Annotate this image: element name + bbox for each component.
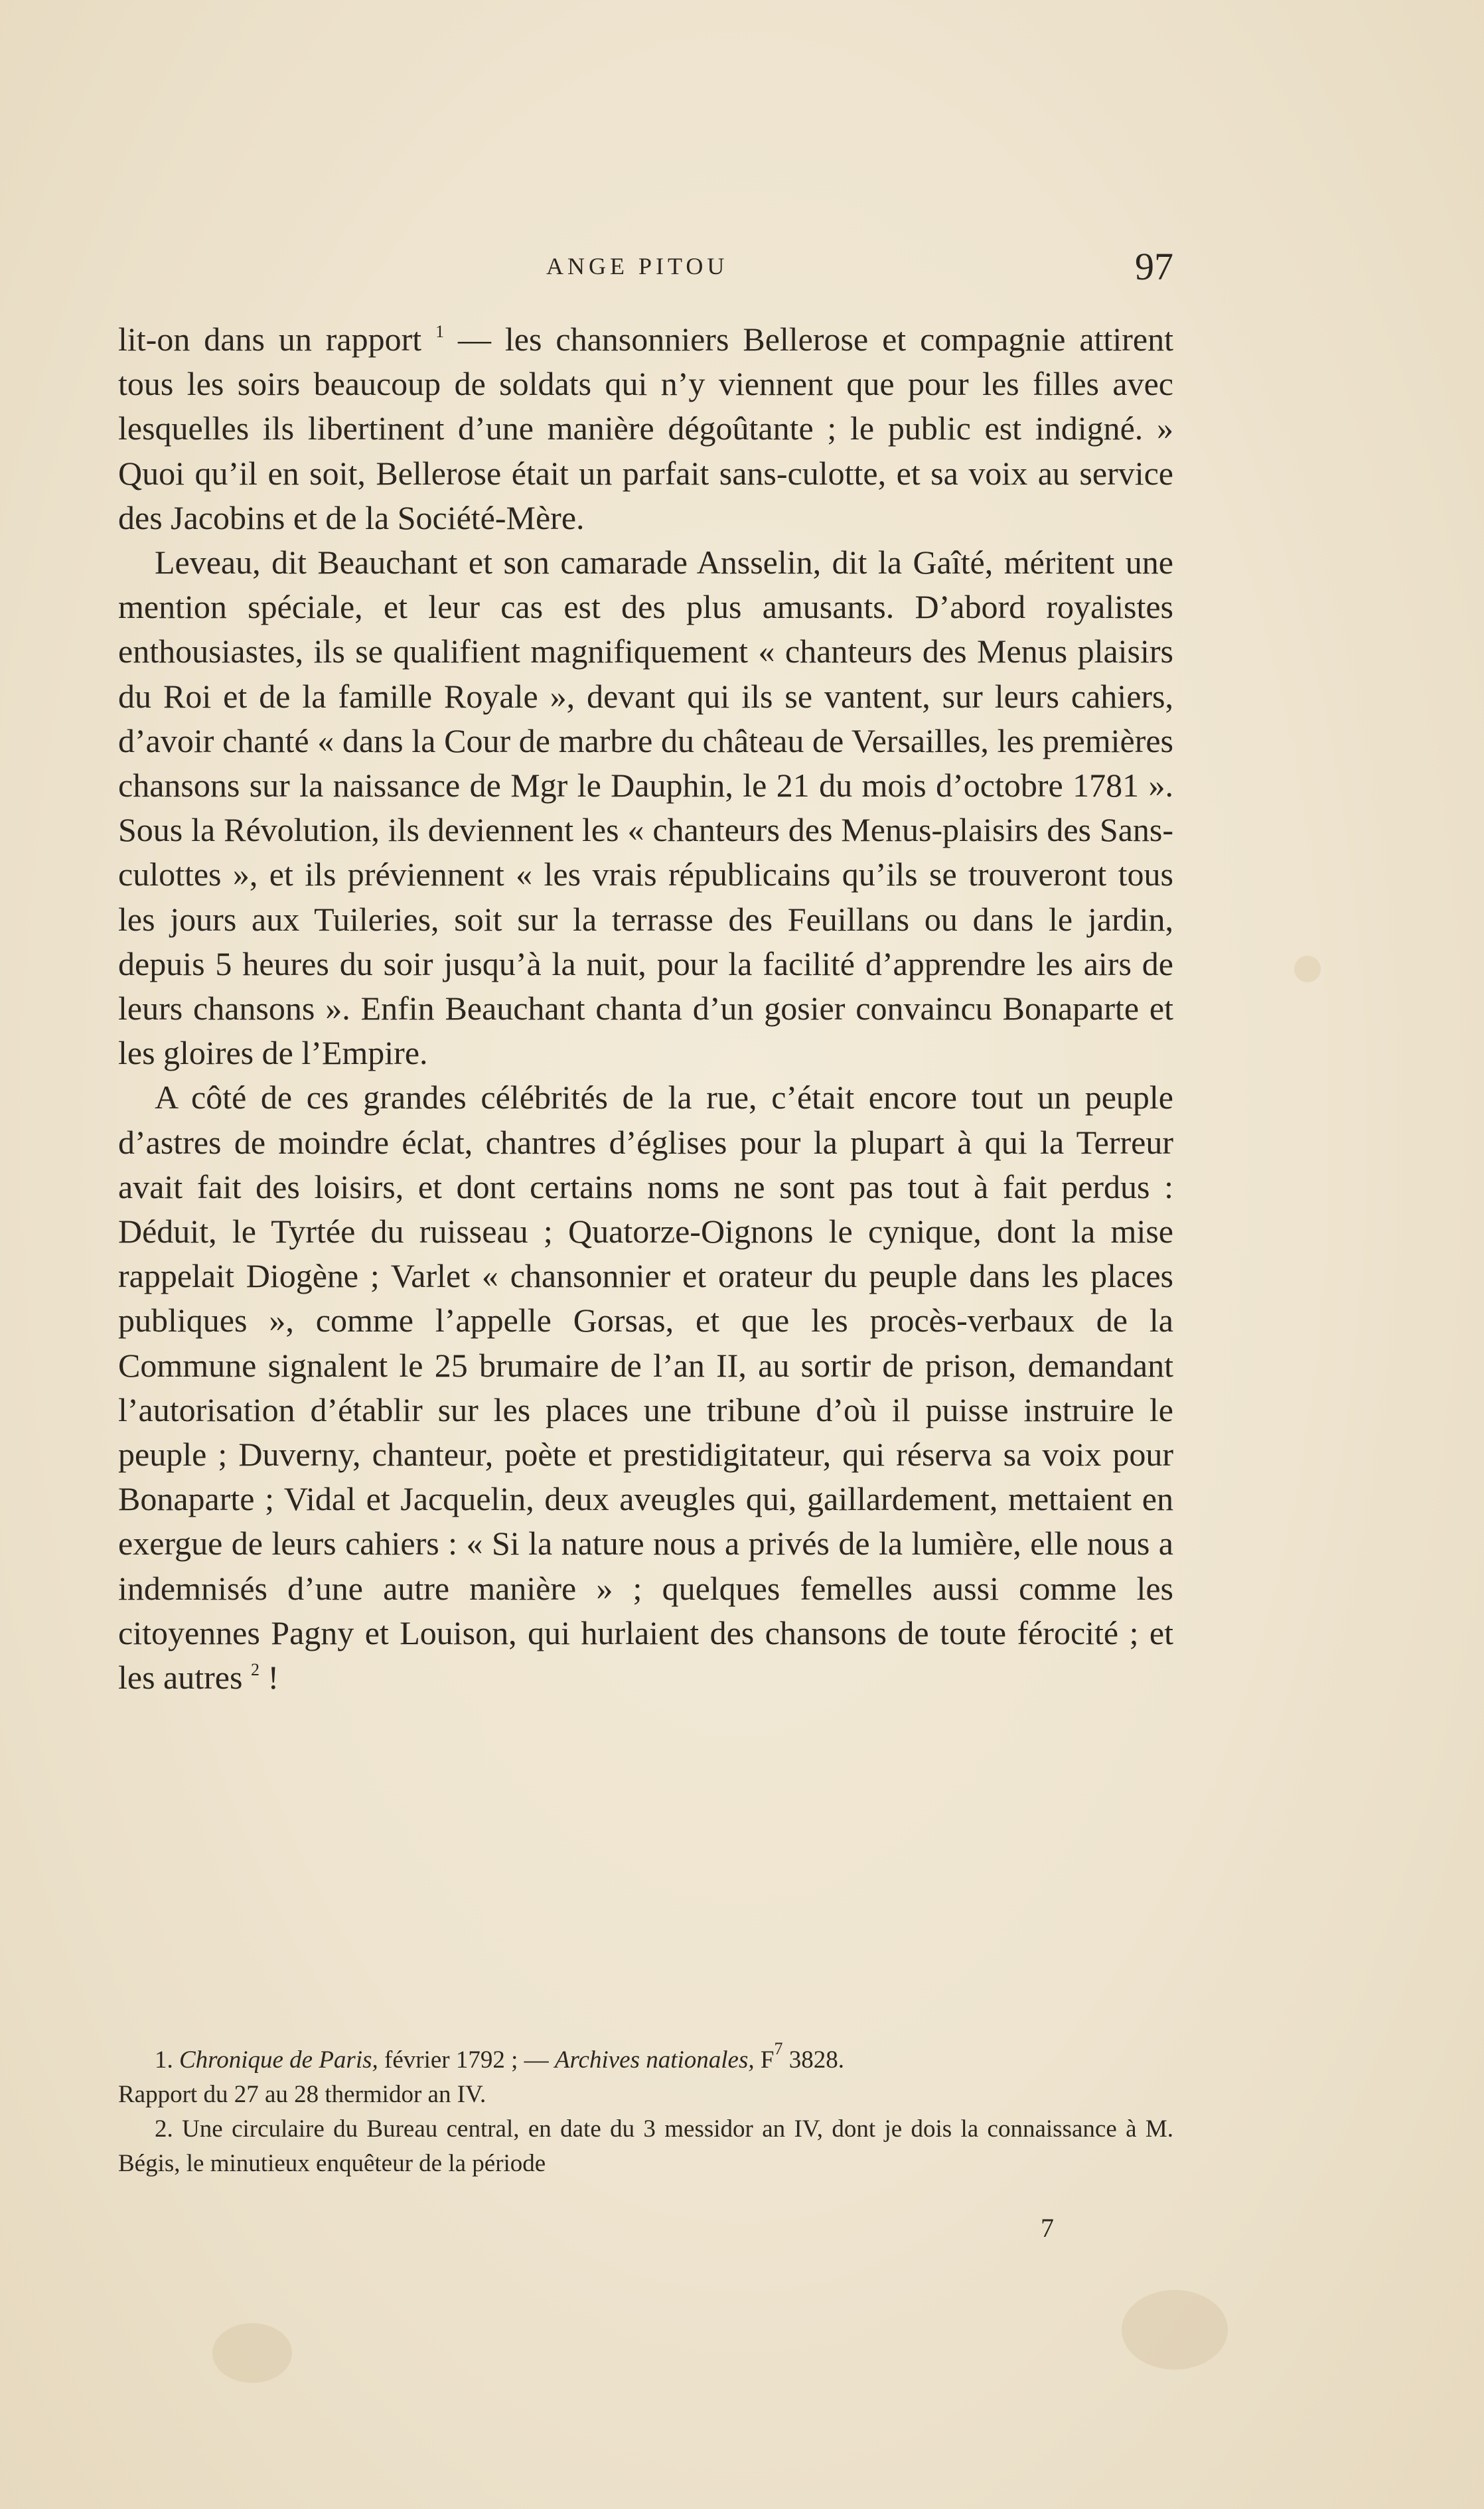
footnotes bbox=[118, 2039, 1173, 2181]
footnote-ref[interactable]: 1 bbox=[435, 322, 445, 341]
footnote-1: 1. Chronique de Paris, février 1792 ; — Archives nationales, $F^7$ 3828. Rapport du 27 au 28 thermidor an IV. bbox=[118, 2039, 844, 2108]
footnote-ref[interactable]: 2 bbox=[250, 1660, 260, 1680]
paragraph: Leveau, dit Beauchant et son camarade Ansselin, dit la Gaîté, méritent une mention spéciale, et leur cas est des plus amusants. D’abord royalistes enthousiastes, ils se qualifient magnifiquement « chanteurs des Menus plaisirs du Roi et de la famille Royale », devant qui ils se vantent, sur leurs cahiers, d’avoir chanté « dans la Cour de marbre du château de Versailles, les premières chansons sur la naissance de Mgr le Dauphin, le 21 du mois d’octobre 1781 ». Sous la Révolution, ils deviennent les « chanteurs des Menus-plaisirs des Sans-culottes », et ils préviennent « les vrais républicains qu’ils se trouveront tous les jours aux Tuileries, soit sur la terrasse des Feuillans ou dans le jardin, depuis 5 heures du soir jusqu’à la nuit, pour la facilité d’apprendre les airs de leurs chansons ». Enfin Beauchant chanta d’un gosier convaincu Bonaparte et les gloires de l’Empire. bbox=[118, 544, 1173, 1072]
running-title: ANGE PITOU bbox=[546, 253, 729, 279]
signature-mark: 7 bbox=[1041, 2213, 1054, 2243]
paragraph: lit-on dans un rapport $^1$ — les chansonniers Bellerose et compagnie attirent tous les soirs beaucoup de soldats qui n’y viennent que pour les filles avec lesquelles ils libertinent d’une manière dégoûtante ; le public est indigné. » Quoi qu’il en soit, Bellerose était un parfait sans-culotte, et sa voix au service des Jacobins et de la Société-Mère. bbox=[118, 321, 1173, 536]
paper-stain bbox=[212, 2323, 292, 2383]
running-header bbox=[118, 245, 1173, 305]
page-number: 97 bbox=[1135, 245, 1173, 288]
paper-stain bbox=[1294, 956, 1321, 982]
footnote-2: 2. Une circulaire du Bureau central, en date du 3 messidor an IV, dont je dois la connaissance à M. Bégis, le minutieux enquêteur de la période bbox=[118, 2115, 1173, 2177]
paper-stain bbox=[1122, 2290, 1228, 2370]
paragraph: A côté de ces grandes célébrités de la rue, c’était encore tout un peuple d’astres de moindre éclat, chantres d’églises pour la plupart à qui la Terreur avait fait des loisirs, et dont certains noms ne sont pas tout à fait perdus : Déduit, le Tyrtée du ruisseau ; Quatorze-Oignons le cynique, dont la mise rappelait Diogène ; Varlet « chansonnier et orateur du peuple dans les places publiques », comme l’appelle Gorsas, et que les procès-verbaux de la Commune signalent le 25 brumaire de l’an II, au sortir de prison, demandant l’autorisation d’établir sur les places une tribune d’où il puisse instruire le peuple ; Duverny, chanteur, poète et prestidigitateur, qui réserva sa voix pour Bonaparte ; Vidal et Jacquelin, deux aveugles qui, gaillardement, mettaient en exergue de leurs cahiers : « Si la nature nous a privés de la lumière, elle nous a indemnisés d’une autre manière » ; quelques femelles aussi comme les citoyennes Pagny et Louison, qui hurlaient des chansons de toute férocité ; et les autres $^2$ ! bbox=[118, 1079, 1173, 1697]
main-text bbox=[118, 317, 1173, 1700]
